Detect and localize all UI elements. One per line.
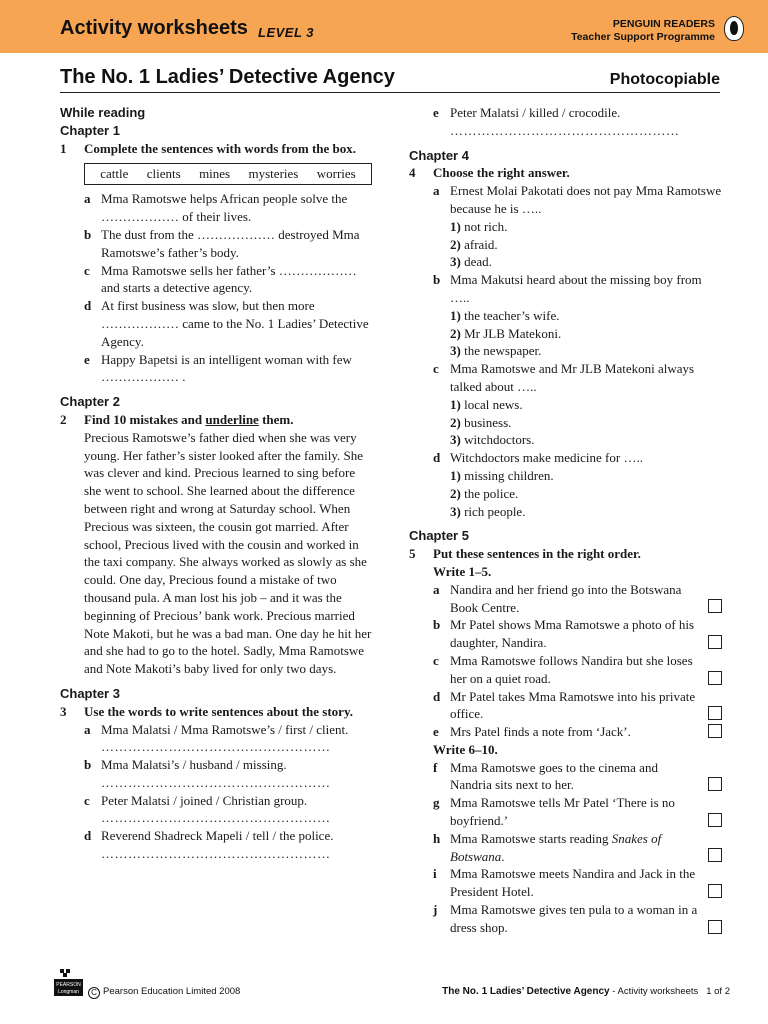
chapter-4-heading: Chapter 4 <box>409 147 469 163</box>
left-column <box>60 104 372 863</box>
order-item: d Mr Patel takes Mma Ramotswe into his private office. <box>409 688 722 724</box>
answer-option[interactable]: 3) the newspaper. <box>450 343 542 359</box>
title-bar <box>60 64 720 93</box>
answer-option[interactable]: 3) dead. <box>450 254 492 270</box>
header-level: LEVEL 3 <box>258 25 315 40</box>
order-checkbox[interactable] <box>708 884 722 898</box>
mistakes-paragraph: Precious Ramotswe’s father died when she was very young. Her father’s sister looked after the family. She was clever and kind. Precious learned to sing before she went to school. She learned about the difference between right and wrong at Saturday school. When Precious was sixteen, the cousin got married. After school, Precious lived with the cousin and worked in the taxi company. She always worked as slowly as she could. One day, Precious found a mistake of two thousand pula. A man lost his job – and it was the beginning of Precious’ bank work. Precious married Note Makoti, but he was a bad man. One day he hit her and she had to go to the hotel. Sadly, Mma Ramotswe and Note Makoti’s baby lived for only two days. <box>84 429 372 677</box>
answer-line: …………………………………………… <box>101 846 331 862</box>
question-item: b Mma Makutsi heard about the missing boy from ….. <box>433 272 702 305</box>
answer-option[interactable]: 2) the police. <box>450 485 519 501</box>
brand-line2: Teacher Support Programme <box>571 31 715 43</box>
order-item: i Mma Ramotswe meets Nandira and Jack in the President Hotel. <box>409 865 722 901</box>
chapter-5-heading: Chapter 5 <box>409 528 469 544</box>
list-item: e Happy Bapetsi is an intelligent woman with few ……………… . <box>84 351 352 385</box>
word-box-item: mines <box>199 166 231 182</box>
list-item: e Peter Malatsi / killed / crocodile. <box>433 105 621 120</box>
photocopiable-label: Photocopiable <box>609 71 720 88</box>
list-item: c Peter Malatsi / joined / Christian group. <box>84 792 308 808</box>
word-box-item: mysteries <box>248 166 299 182</box>
order-checkbox[interactable] <box>708 777 722 791</box>
answer-option[interactable]: 2) Mr JLB Matekoni. <box>450 325 562 341</box>
answer-option[interactable]: 1) missing children. <box>450 467 554 483</box>
copyright-icon: C <box>88 987 100 999</box>
footer-book-title: The No. 1 Ladies’ Detective Agency - Activity worksheets 1 of 2 <box>442 986 730 997</box>
answer-line: …………………………………………… <box>101 810 331 826</box>
write-instruction: Write 1–5. <box>433 563 492 579</box>
answer-line: …………………………………………… <box>101 739 331 755</box>
order-item: h Mma Ramotswe starts reading Snakes of Botswana. <box>409 830 722 866</box>
write-instruction: Write 6–10. <box>433 741 498 757</box>
answer-line: …………………………………………… <box>450 122 680 138</box>
chapter-1-heading: Chapter 1 <box>60 122 120 138</box>
svg-text:PEARSON: PEARSON <box>56 982 81 988</box>
word-box-item: clients <box>146 166 181 182</box>
task-3: 3 Use the words to write sentences about the story. <box>60 703 353 719</box>
footer <box>0 968 768 1008</box>
pearson-logo-icon <box>52 968 85 998</box>
list-item: d At first business was slow, but then more ……………… came to the No. 1 Ladies’ Detective Agency. <box>84 298 369 349</box>
order-checkbox[interactable] <box>708 599 722 613</box>
brand-line1: PENGUIN READERS <box>612 18 715 30</box>
order-item: c Mma Ramotswe follows Nandira but she loses her on a quiet road. <box>409 652 722 688</box>
order-checkbox[interactable] <box>708 920 722 934</box>
question-item: a Ernest Molai Pakotati does not pay Mma Ramotswe because he is ….. <box>433 183 722 216</box>
order-checkbox[interactable] <box>708 724 722 738</box>
copyright: C Pearson Education Limited 2008 <box>88 986 240 999</box>
list-item: b The dust from the ……………… destroyed Mma Ramotswe’s father’s body. <box>84 226 360 260</box>
task-1: 1 Complete the sentences with words from the box. <box>60 140 357 156</box>
order-checkbox[interactable] <box>708 706 722 720</box>
order-item: e Mrs Patel finds a note from ‘Jack’. <box>409 723 722 741</box>
order-item: j Mma Ramotswe gives ten pula to a woman in a dress shop. <box>409 901 722 937</box>
word-box-item: worries <box>316 166 356 182</box>
order-checkbox[interactable] <box>708 813 722 827</box>
word-box-item: cattle <box>100 166 129 182</box>
answer-option[interactable]: 2) afraid. <box>450 236 498 252</box>
answer-option[interactable]: 1) not rich. <box>450 218 508 234</box>
list-item: a Mma Malatsi / Mma Ramotswe’s / first / client. <box>84 721 349 737</box>
header-title: Activity worksheets <box>60 17 248 39</box>
list-item: b Mma Malatsi’s / husband / missing. <box>84 757 287 773</box>
chapter-3-heading: Chapter 3 <box>60 685 120 701</box>
right-column <box>409 104 722 937</box>
word-box <box>84 163 372 185</box>
header-bar <box>0 0 768 53</box>
book-title: The No. 1 Ladies’ Detective Agency <box>60 66 395 88</box>
penguin-logo-icon <box>724 16 744 41</box>
order-checkbox[interactable] <box>708 848 722 862</box>
answer-line: …………………………………………… <box>101 774 331 790</box>
brand-text <box>571 18 715 44</box>
order-item: g Mma Ramotswe tells Mr Patel ‘There is no boyfriend.’ <box>409 794 722 830</box>
section-heading: While reading <box>60 105 146 120</box>
order-item: a Nandira and her friend go into the Botswana Book Centre. <box>409 581 722 617</box>
page-number: 1 of 2 <box>706 986 730 997</box>
answer-option[interactable]: 3) witchdoctors. <box>450 432 535 448</box>
answer-option[interactable]: 3) rich people. <box>450 503 526 519</box>
question-item: c Mma Ramotswe and Mr JLB Matekoni always talked about ….. <box>433 361 695 394</box>
list-item: c Mma Ramotswe sells her father’s ……………… and starts a detective agency. <box>84 262 357 296</box>
question-item: d Witchdoctors make medicine for ….. <box>433 450 643 466</box>
answer-option[interactable]: 1) the teacher’s wife. <box>450 307 560 323</box>
list-item: a Mma Ramotswe helps African people solve the ……………… of their lives. <box>84 191 348 225</box>
answer-option[interactable]: 2) business. <box>450 414 512 430</box>
order-item: f Mma Ramotswe goes to the cinema and Nandria sits next to her. <box>409 759 722 795</box>
order-checkbox[interactable] <box>708 635 722 649</box>
list-item: d Reverend Shadreck Mapeli / tell / the police. <box>84 828 334 844</box>
order-checkbox[interactable] <box>708 671 722 685</box>
task-2: 2 Find 10 mistakes and underline them. <box>60 411 294 427</box>
task-4: 4 Choose the right answer. <box>409 165 570 181</box>
svg-text:Longman: Longman <box>58 989 79 995</box>
task-5: 5 Put these sentences in the right order. <box>409 546 641 562</box>
chapter-2-heading: Chapter 2 <box>60 394 120 410</box>
answer-option[interactable]: 1) local news. <box>450 396 523 412</box>
order-item: b Mr Patel shows Mma Ramotswe a photo of his daughter, Nandira. <box>409 616 722 652</box>
